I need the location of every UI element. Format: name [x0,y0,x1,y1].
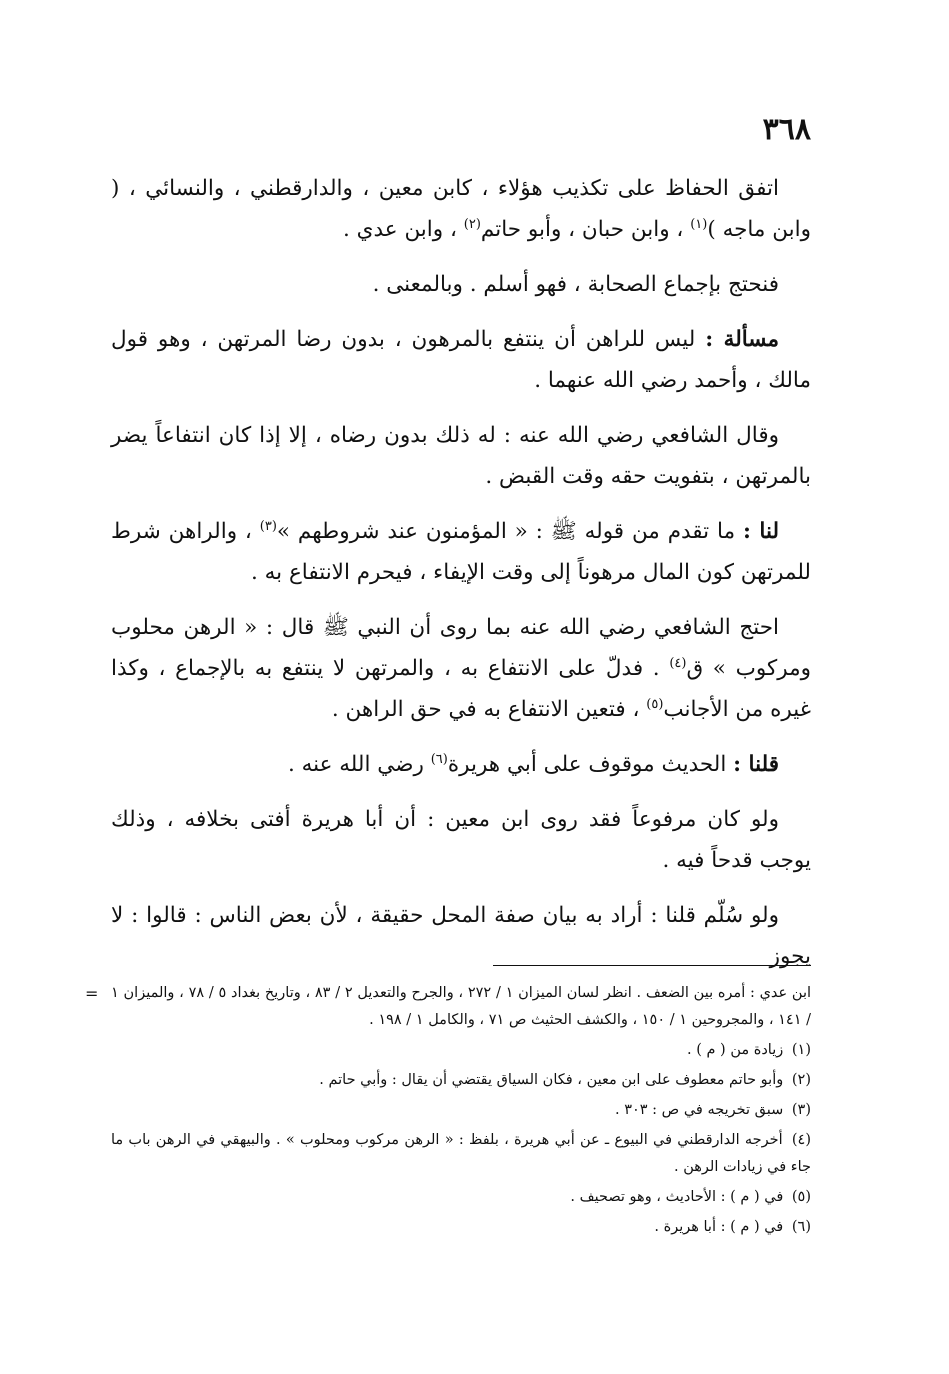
footnote-reference: (١) [690,216,708,232]
footnote-number: (٣) [791,1102,811,1118]
footnotes [85,980,812,1244]
paragraph-text: ، فتعين الانتفاع به في حق الراهن . [331,697,647,722]
footnote-number: (١) [791,1042,811,1058]
footnote [111,1067,811,1094]
paragraph-lead: لنا : [742,519,779,544]
footnote-text: في ( م ) : أبا هريرة . [654,1219,784,1235]
paragraph-text: الحديث موقوف على أبي هريرة [447,752,734,777]
footnote-continuation [85,980,812,1034]
footnote [111,1097,811,1124]
footnote-text: وأبو حاتم معطوف على ابن معين ، فكان السياق يقتضي أن يقال : وأبي حاتم . [319,1072,784,1088]
paragraph-text: رضي الله عنه . [287,752,431,777]
paragraph-text: . فدلّ على الانتفاع به ، والمرتهن لا ينتفع به بالإجماع ، وكذا غيره من الأجانب [111,656,811,722]
footnote [111,1214,811,1241]
continuation-marker: = [85,984,99,1003]
footnote-text: ابن عدي : أمره بين الضعف . انظر لسان الميزان ١ / ٢٧٢ ، والجرح والتعديل ٢ / ٨٣ ، وتاريخ بغداد ٥ / ٧٨ ، والميزان ١ / ١٤١ ، والمجروحين ١ / ١٥٠ ، والكشف الحثيث ص ٧١ ، والكامل ١ / ١٩٨ . [111,985,812,1028]
footnote-number: (٦) [791,1219,811,1235]
paragraph-lead: قلنا : [733,752,779,777]
footnote-text: في ( م ) : الأحاديث ، وهو تصحيف . [570,1189,784,1205]
footnote-number: (٥) [791,1189,811,1205]
paragraph [111,415,811,497]
footnote-text: زيادة من ( م ) . [686,1042,784,1058]
paragraph [111,744,811,785]
footnote-reference: (٥) [646,696,664,712]
paragraph [111,511,811,593]
paragraph [111,607,811,730]
paragraph-text: وقال الشافعي رضي الله عنه : له ذلك بدون رضاه ، إلا إذا كان انتفاعاً يضر بالمرتهن ، بتفويت حقه وقت القبض . [111,423,811,489]
paragraph [111,319,811,401]
footnote-text: سبق تخريجه في ص : ٣٠٣ . [614,1102,784,1118]
paragraph-text: ولو كان مرفوعاً فقد روى ابن معين : أن أبا هريرة أفتى بخلافه ، وذلك يوجب قدحاً فيه . [111,807,811,873]
paragraph-text: احتج الشافعي رضي الله عنه بما روى أن النبي ﷺ قال : « الرهن محلوب ومركوب » ق [111,615,811,681]
paragraph-text: ما تقدم من قوله ﷺ : « المؤمنون عند شروطهم » [276,519,743,544]
paragraph-lead: مسألة : [705,327,779,352]
page-number: ٣٦٨ [762,112,811,147]
paragraph-text: ليس للراهن أن ينتفع بالمرهون ، بدون رضا المرتهن ، وهو قول مالك ، وأحمد رضي الله عنهما . [111,327,811,393]
paragraph [111,799,811,881]
paragraph-text: ، والراهن شرط للمرتهن كون المال مرهوناً إلى وقت الإيفاء ، فيحرم الانتفاع به . [111,519,811,585]
footnote-number: (٤) [791,1132,811,1148]
paragraph [111,264,811,305]
footnote [111,1127,811,1181]
paragraph-text: اتفق الحفاظ على تكذيب هؤلاء ، كابن معين ، والدارقطني ، والنسائي ، ( وابن ماجه ) [111,176,811,242]
paragraph-text: ، وابن عدي . [343,217,464,242]
paragraph-text: ولو سُلّم قلنا : أراد به بيان صفة المحل حقيقة ، لأن بعض الناس : قالوا : لا يجوز [111,903,811,969]
footnote-reference: (٦) [430,751,448,767]
footnote-number: (٢) [791,1072,811,1088]
footnote-divider [493,965,811,966]
paragraph [111,168,811,250]
footnote-text: أخرجه الدارقطني في البيوع ـ عن أبي هريرة ، بلفظ : « الرهن مركوب ومحلوب » . والبيهقي في الرهن باب ما جاء في زيادات الرهن . [111,1132,811,1175]
footnote-reference: (٣) [259,518,277,534]
footnote-reference: (٤) [669,655,687,671]
footnote-reference: (٢) [463,216,481,232]
footnote [111,1184,811,1211]
paragraph-text: فنحتج بإجماع الصحابة ، فهو أسلم . وبالمعنى . [372,272,779,297]
main-text [111,168,811,991]
paragraph-text: ، وابن حبان ، وأبو حاتم [480,217,691,242]
footnote [111,1037,811,1064]
